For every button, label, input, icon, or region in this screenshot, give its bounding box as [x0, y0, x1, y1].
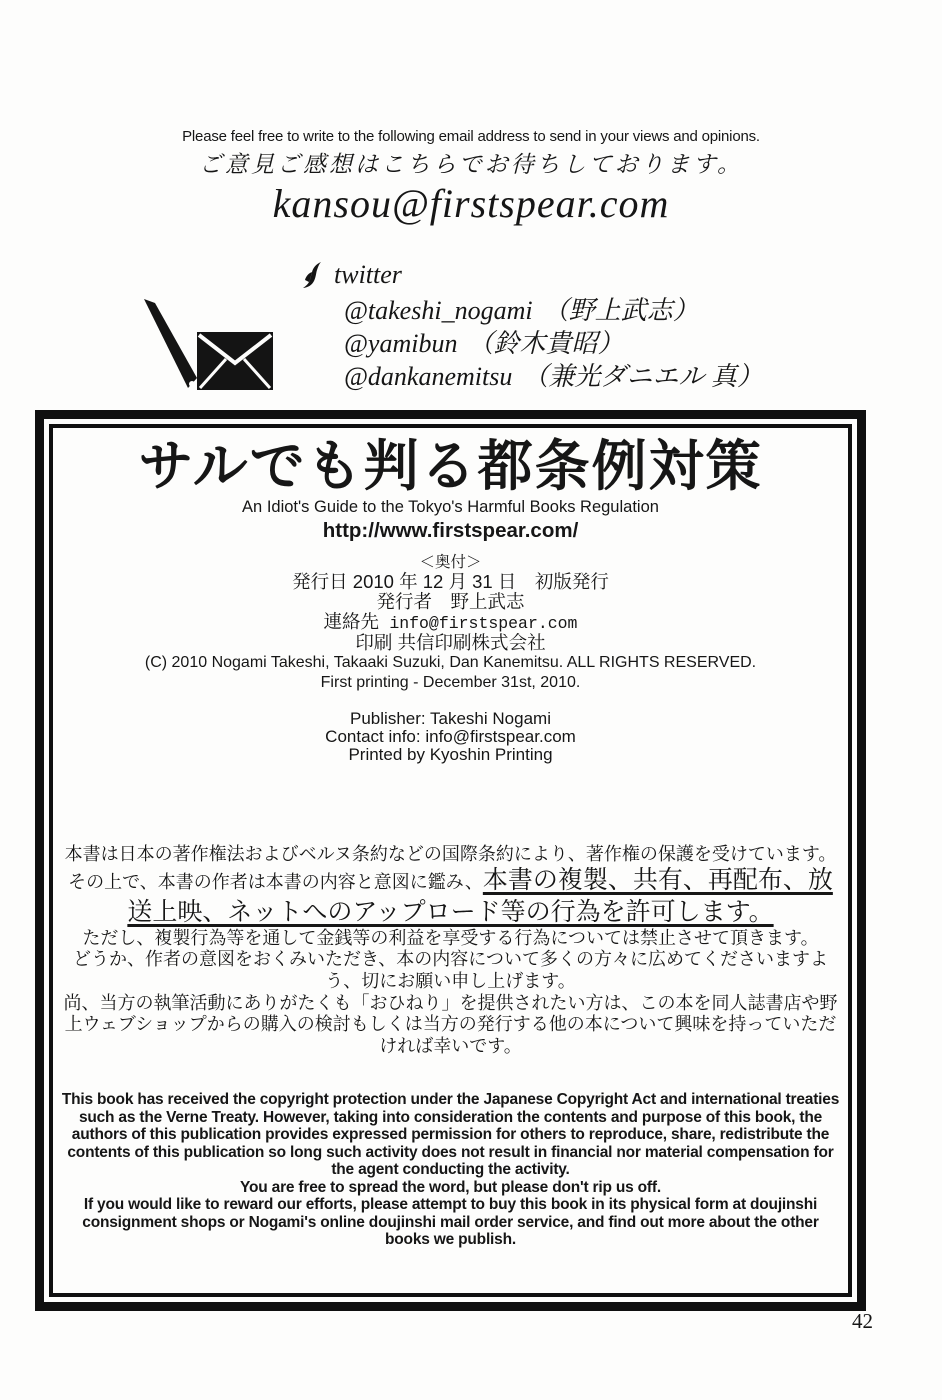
twitter-account-name: （鈴木貴昭）	[467, 329, 624, 358]
envelope-pen-icon	[143, 298, 275, 401]
contact-line-ja	[61, 612, 840, 633]
feedback-email: kansou@firstspear.com	[272, 181, 670, 226]
contact-label-ja: 連絡先	[323, 610, 380, 632]
okuzuke-label: ＜奥付＞	[419, 553, 482, 571]
page-number: 42	[852, 1309, 873, 1333]
publisher-line-ja: 発行者 野上武志	[376, 590, 525, 612]
twitter-handle: @takeshi_nogami	[344, 296, 533, 325]
twitter-handle: @yamibun	[344, 329, 458, 358]
license-en-paragraph-3: If you would like to reward our efforts, please attempt to buy this book in its physical form at doujinshi consignment shops or Nogami's online doujinshi mail order service, and find out more about the other books we publish.	[82, 1196, 819, 1249]
twitter-header	[300, 260, 740, 290]
book-subtitle-en: An Idiot's Guide to the Tokyo's Harmful Books Regulation	[242, 497, 659, 516]
feedback-notice-ja: ご意見ご感想はこちらでお待ちしております。	[199, 152, 743, 177]
license-en-paragraph-1: This book has received the copyright protection under the Japanese Copyright Act and international treaties such as the Verne Treaty. However, taking into consideration the contents and purpose of this book, the authors of this publication provides expressed permission for others to reproduce, share, redistribute the contents of this publication so long such activity does not result in financial nor material compensation for the agent conducting the activity.	[61, 1091, 840, 1179]
site-url: http://www.firstspear.com/	[322, 518, 579, 542]
license-ja-block	[61, 844, 840, 1058]
license-permission-emphasis: 本書の複製、共有、再配布、放送上映、ネットへのアップロード等の行為を許可します。	[127, 866, 833, 926]
printed-by-line: Printed by Kyoshin Printing	[348, 744, 553, 764]
copyright-line: (C) 2010 Nogami Takeshi, Takaaki Suzuki, Dan Kanemitsu. ALL RIGHTS RESERVED.	[144, 654, 757, 672]
twitter-account-row	[344, 294, 740, 327]
colophon-box	[35, 410, 866, 1311]
twitter-block	[300, 260, 763, 393]
license-ja-intro: 本書は日本の著作権法およびベルヌ条約などの国際条約により、著作権の保護を受けています。その上で、本書の作者は本書の内容と意図に鑑み、	[64, 843, 837, 893]
twitter-label: twitter	[334, 260, 402, 289]
publisher-line-en: Publisher: Takeshi Nogami	[350, 708, 551, 728]
license-ja-support: 尚、当方の執筆活動にありがたくも「おひねり」を提供されたい方は、この本を同人誌書店や野上ウェブショップからの購入の検討もしくは当方の発行する他の本について興味を持っていただければ幸いです。	[63, 992, 838, 1056]
printer-line-ja: 印刷 共信印刷株式会社	[355, 631, 546, 653]
twitter-account-name: （兼光ダニエル 真）	[522, 362, 763, 391]
twitter-account-row	[344, 360, 763, 393]
license-ja-restriction: ただし、複製行為等を通して金銭等の利益を享受する行為については禁止させて頂きます。	[82, 927, 819, 948]
book-title-ja: サルでも判る都条例対策	[138, 436, 763, 497]
publication-info-en	[61, 710, 840, 764]
license-en-block	[61, 1091, 840, 1249]
twitter-handle: @dankanemitsu	[344, 362, 513, 391]
twitter-account-name: （野上武志）	[542, 296, 699, 325]
contact-email-ja: info@firstspear.com	[389, 613, 578, 633]
first-printing-line: First printing - December 31st, 2010.	[320, 674, 581, 692]
feedback-notice-en: Please feel free to write to the following email address to send in your views and opinions.	[182, 128, 760, 145]
license-ja-request: どうか、作者の意図をおくみいただき、本の内容について多くの方々に広めてくださいますよう、切にお願い申し上げます。	[73, 949, 828, 991]
contact-line-en: Contact info: info@firstspear.com	[325, 726, 576, 746]
twitter-bird-icon	[300, 261, 324, 289]
license-ja-paragraph-permission	[61, 844, 840, 928]
publish-date-line: 発行日 2010 年 12 月 31 日 初版発行	[292, 570, 609, 592]
license-en-paragraph-2: You are free to spread the word, but please don't rip us off.	[240, 1178, 661, 1196]
colophon-box-inner	[49, 424, 852, 1297]
publication-info-ja	[61, 572, 840, 653]
twitter-account-row	[344, 327, 740, 360]
twitter-account-list	[344, 294, 763, 393]
